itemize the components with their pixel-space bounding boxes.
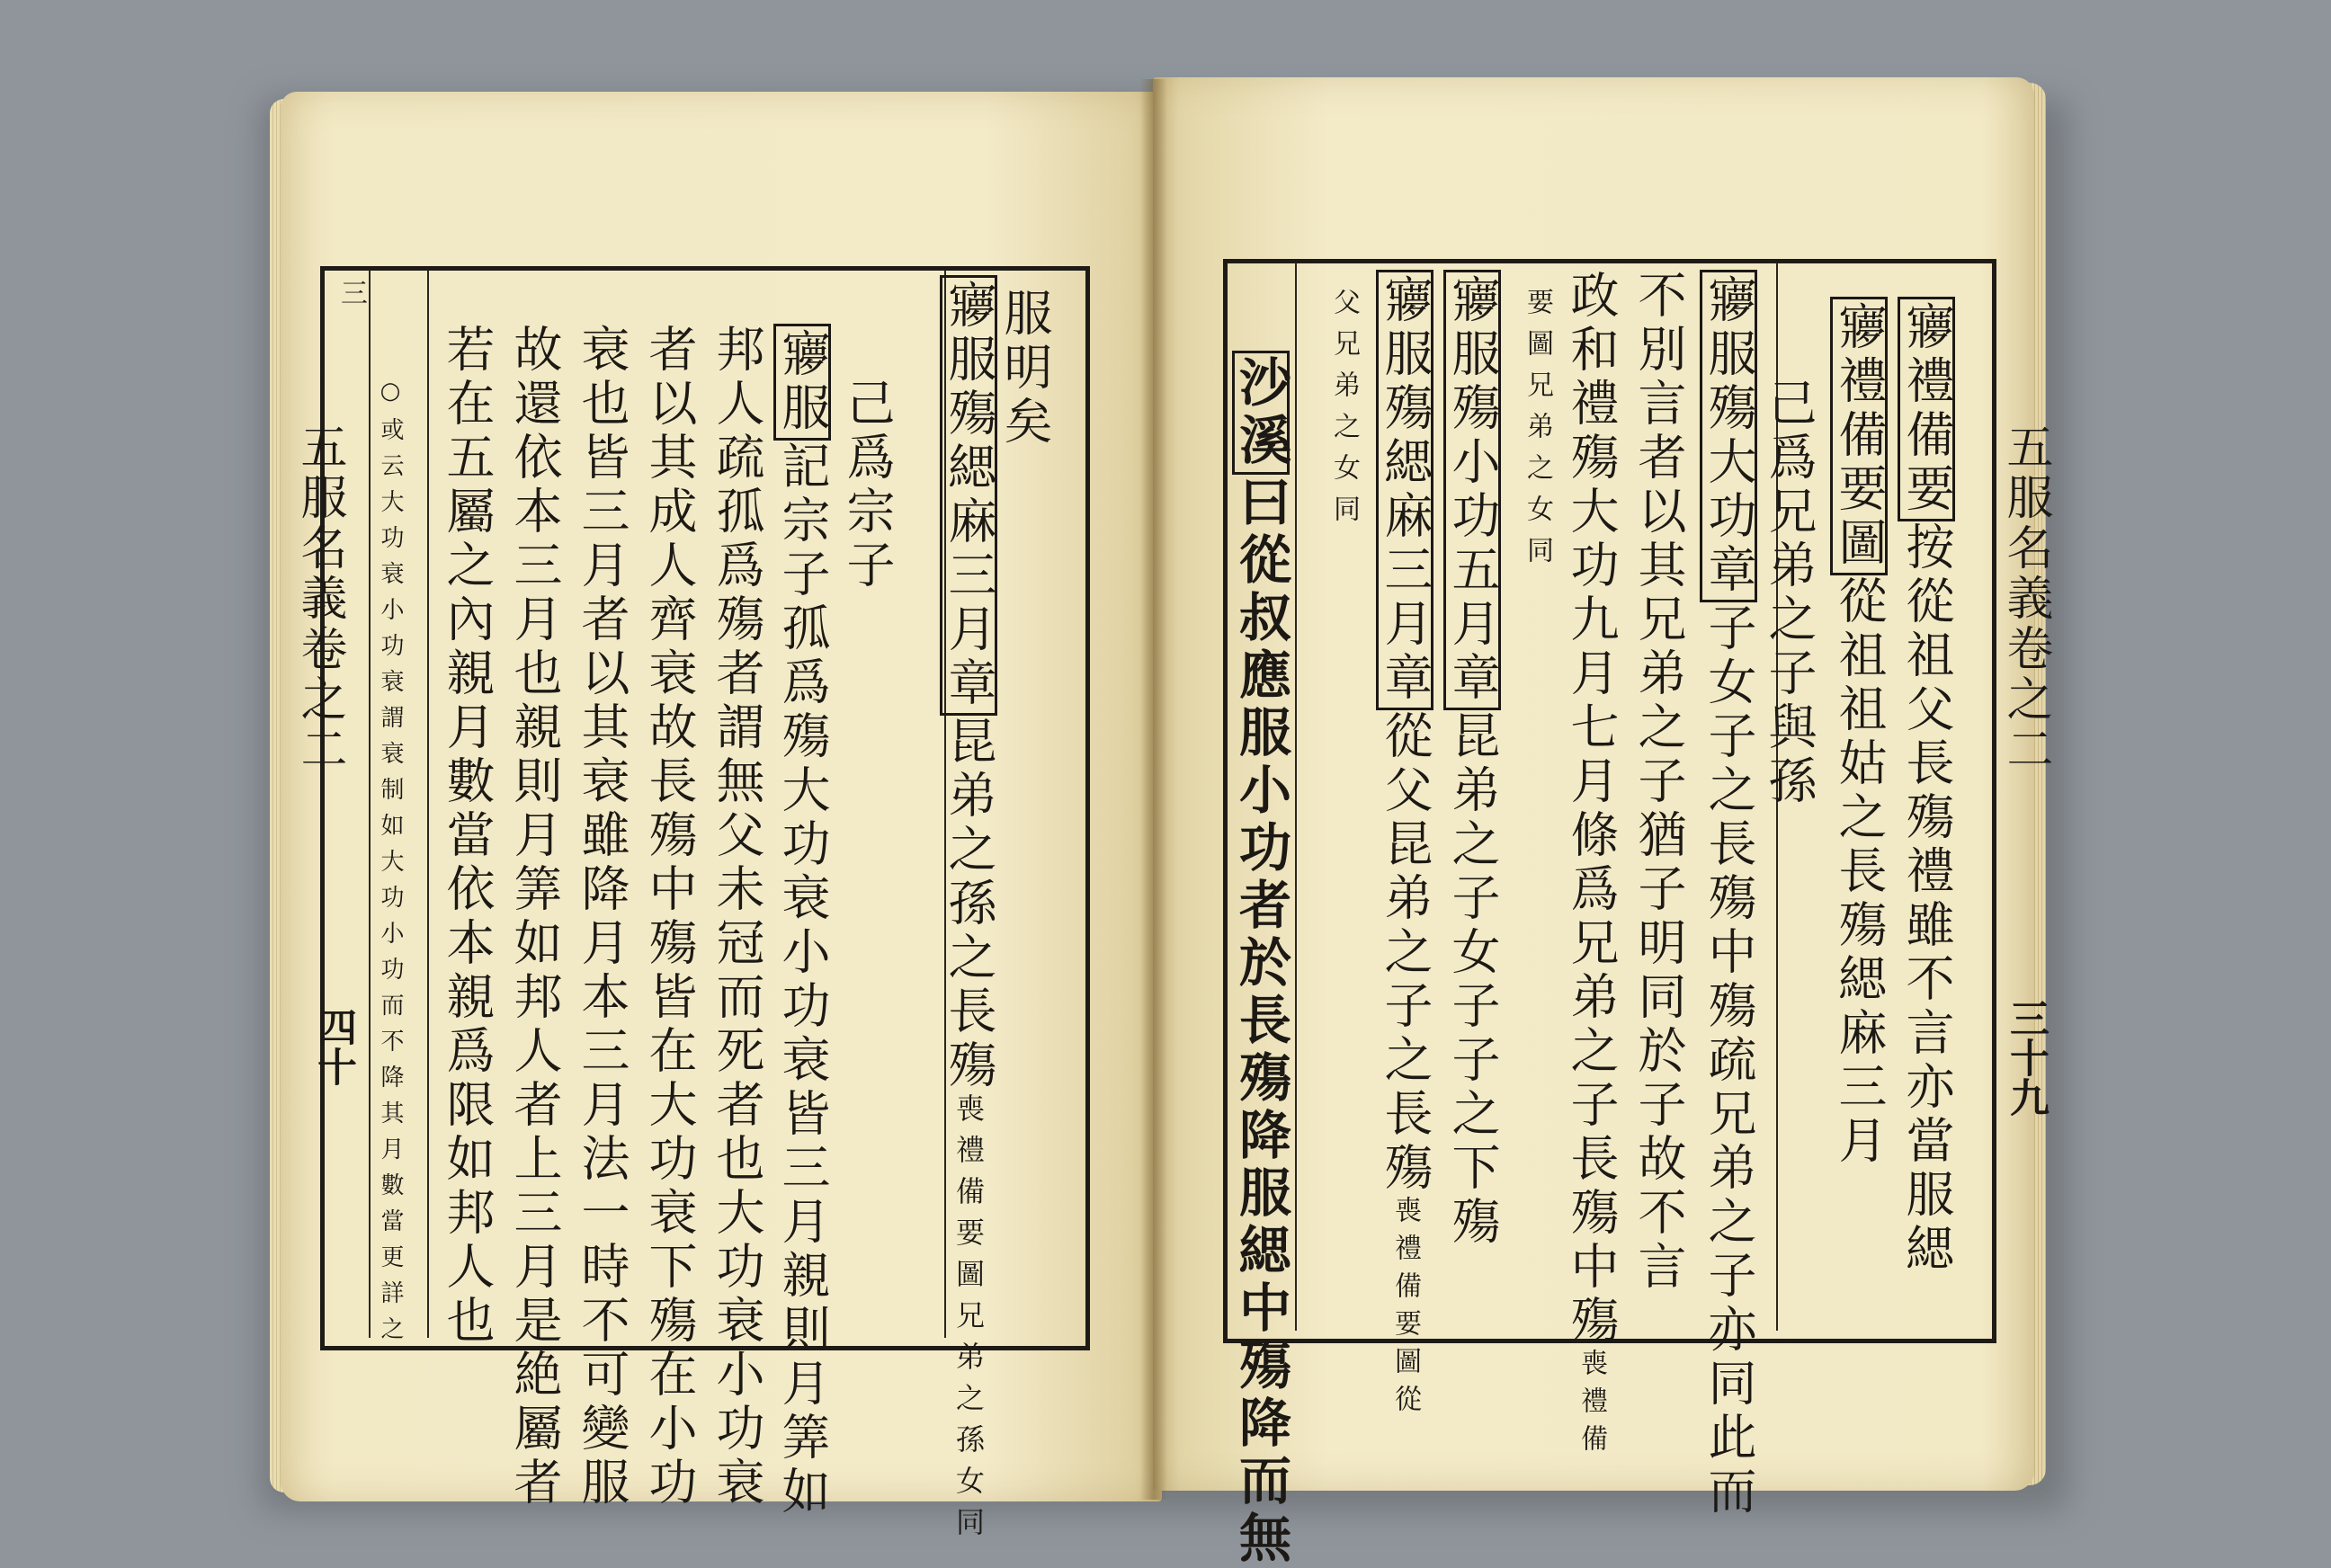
right-col-3: 己爲兄弟之子與孫: [1761, 378, 1817, 809]
right-col-11-text: 曰從叔應服小功者於長殤降服緦中殤降而無: [1230, 475, 1291, 1568]
left-col-2: [940, 275, 997, 1548]
right-col-1-text: 按從祖父長殤禮雖不言亦當服緦: [1898, 521, 1955, 1277]
left-col-4-tag: 㝱服: [773, 324, 831, 441]
left-margin-title: 五服名義卷之二: [292, 423, 346, 775]
right-col-9: [1376, 270, 1433, 1422]
left-col-4-text: 記宗子孤爲殤大功衰小功衰皆三月親則月筭如: [774, 441, 831, 1519]
right-col-7: 要圖兄弟之女同: [1522, 288, 1553, 577]
left-col-4: [773, 324, 831, 1519]
right-col-1-tag: 㝱禮備要: [1898, 297, 1955, 521]
left-col-10: ○或云大功衰小功衰謂衰制如大功小功而不降其月數當更詳之: [377, 378, 404, 1352]
left-col-3: 己爲宗子: [839, 378, 896, 593]
right-col-9-note: 喪禮備要圖從: [1389, 1196, 1421, 1422]
right-col-8-tag: 㝱服殤小功五月章: [1443, 270, 1501, 710]
left-col-5: 邦人疏孤爲殤者謂無父未冠而死者也大功衰小功衰: [709, 324, 765, 1510]
right-folio: 三十九: [2003, 998, 2049, 1117]
right-col-2: [1830, 297, 1888, 1169]
right-col-9-tag: 㝱服殤緦麻三月章: [1376, 270, 1433, 710]
right-margin-title: 五服名義卷之二: [1998, 423, 2052, 775]
left-folio-top: 三: [335, 279, 367, 306]
left-col-2-text: 昆弟之孫之長殤: [941, 716, 997, 1093]
right-col-4-tag: 㝱服殤大功章: [1700, 270, 1757, 602]
left-col-9: 若在五屬之內親月數當依本親爲限如邦人也: [439, 324, 496, 1349]
right-col-4-text: 子女子之長殤中殤疏兄弟之子亦同此而: [1701, 602, 1757, 1519]
right-col-9-text: 從父昆弟之子之長殤: [1377, 710, 1433, 1196]
right-col-11: [1232, 351, 1290, 1568]
left-col-2-tag: 㝱服殤緦麻三月章: [940, 275, 997, 716]
right-col-1: [1898, 297, 1955, 1277]
left-col-7: 衰也皆三月者以其衰雖降月本三月法一時不可變服: [574, 324, 630, 1510]
right-col-6-text: 政和禮殤大功九月七月條爲兄弟之子長殤中殤: [1563, 270, 1620, 1349]
right-col-6: [1563, 270, 1620, 1462]
right-col-2-text: 從祖祖姑之長殤緦麻三月: [1831, 575, 1888, 1169]
book-gutter: [1140, 79, 1167, 1500]
right-col-6-note: 喪禮備: [1576, 1349, 1607, 1462]
right-col-5: 不別言者以其兄弟之子猶子明同於子故不言: [1630, 270, 1687, 1295]
left-folio: 四十: [310, 1007, 356, 1086]
right-col-11-tag: 沙溪: [1232, 351, 1290, 475]
right-col-10: 父兄弟之女同: [1328, 288, 1360, 536]
right-col-4: [1700, 270, 1757, 1519]
right-col-2-tag: 㝱禮備要圖: [1830, 297, 1888, 575]
right-col-8-text: 昆弟之子女子子之下殤: [1444, 710, 1501, 1250]
left-col-2-note: 喪禮備要圖兄弟之孫女同: [951, 1093, 986, 1548]
right-col-8: [1443, 270, 1501, 1250]
left-col-1: 服明矣: [996, 288, 1053, 450]
left-col-8: 故還依本三月也親則月筭如邦人者上三月是絶屬者: [506, 324, 563, 1510]
left-col-6: 者以其成人齊衰故長殤中殤皆在大功衰下殤在小功: [641, 324, 698, 1510]
